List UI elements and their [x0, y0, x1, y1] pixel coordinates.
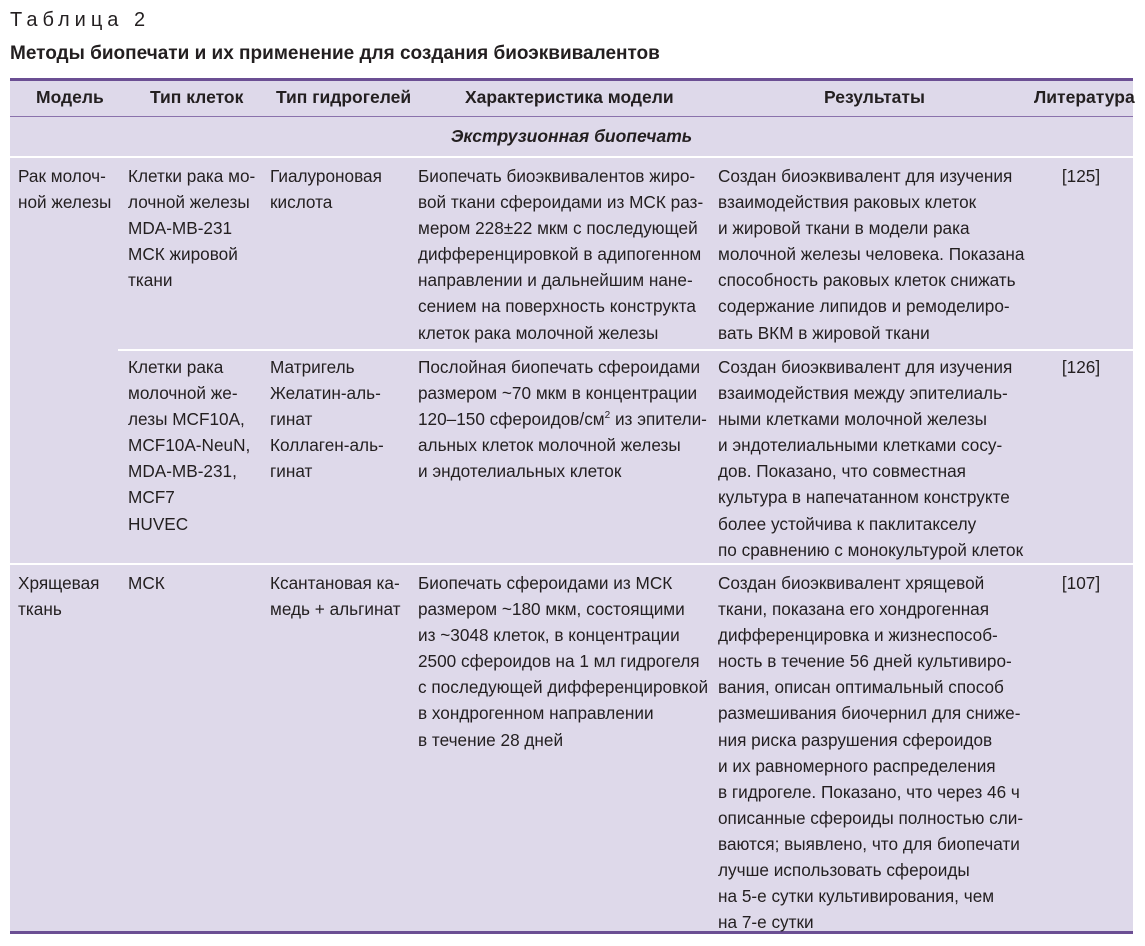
row-divider-2	[10, 563, 1133, 565]
table-top-rule	[10, 78, 1133, 81]
cell-cell-type: Клетки рака молочной же- лезы MCF10A, MCF10A-NeuN, MDA-MB-231, MCF7 HUVEC	[128, 357, 251, 534]
cell-cell-type: Клетки рака мо- лочной железы MDA-MB-231 МСК жировой ткани	[128, 166, 256, 291]
characteristic-text-part-1: Послойная биопечать сфероидами размером ~70 мкм в концентрации 120–150 сфероидов/см	[418, 357, 701, 430]
cell-results: Создан биоэквивалент для изучения взаимодействия раковых клеток и жировой ткани в модели рака молочной железы человека. Показана способность раковых клеток снижать содержание липидов и ремоделиро- вать ВКМ в жировой ткани	[718, 166, 1025, 343]
cell-model: Хрящевая ткань	[18, 573, 100, 620]
header-cell-type: Тип клеток	[150, 87, 244, 107]
header-results: Результаты	[824, 87, 925, 107]
cell-model: Рак молоч- ной железы	[18, 166, 112, 213]
table-caption: Таблица 2	[10, 9, 151, 31]
cell-characteristic: Биопечать сфероидами из МСК размером ~180 мкм, состоящими из ~3048 клеток, в концентрации 2500 сфероидов на 1 мл гидрогеля с последующей дифференцировкой в хондрогенном направлении в течение 28 дней	[418, 573, 709, 750]
header-characteristic: Характеристика модели	[465, 87, 674, 107]
cell-results: Создан биоэквивалент для изучения взаимодействия между эпителиаль- ными клетками молочной железы и эндотелиальными клетками сосу- дов. Показано, что совместная культура в напечатанном конструкте более устойчива к паклитакселу по сравнению с монокультурой клеток	[718, 357, 1024, 560]
cell-hydrogel: Ксантановая ка- медь + альгинат	[270, 573, 401, 620]
bioprinting-table	[10, 78, 1133, 934]
header-rule	[10, 116, 1133, 117]
cell-cell-type: МСК	[128, 573, 165, 593]
row-divider-1	[118, 349, 1133, 351]
superscript-2: 2	[604, 410, 611, 422]
cell-hydrogel: Гиалуроновая кислота	[270, 166, 382, 213]
cell-results: Создан биоэквивалент хрящевой ткани, показана его хондрогенная дифференцировка и жизнеспособ- ность в течение 56 дней культивиро- вания, описан оптимальный способ размешивания биочернил для сниже- ния риска разрушения сфероидов и их равномерного распределения в гидрогеле. Показано, что через 46 ч описанные сфероиды полностью сли- ваются; выявлено, что для биопечати лучше использовать сфероиды на 5-е сутки культивирования, чем на 7-е сутки	[718, 573, 1024, 933]
cell-literature: [126]	[1061, 357, 1101, 377]
header-model: Модель	[36, 87, 104, 107]
header-hydrogel: Тип гидрогелей	[276, 87, 412, 107]
section-heading: Экструзионная биопечать	[450, 126, 693, 146]
cell-characteristic	[418, 354, 707, 484]
header-literature: Литература	[1034, 87, 1135, 107]
section-rule	[10, 156, 1133, 158]
cell-characteristic: Биопечать биоэквивалентов жиро- вой ткани сфероидами из МСК раз- мером 228±22 мкм с последующей дифференцировкой в адипогенном направлении и дальнейшим нане- сением на поверхность конструкта клеток рака молочной железы	[418, 166, 704, 343]
cell-literature: [107]	[1061, 573, 1101, 593]
table-title: Методы биопечати и их применение для создания биоэквивалентов	[10, 43, 660, 64]
cell-hydrogel: Матригель Желатин-аль- гинат Коллаген-аль- гинат	[270, 357, 384, 482]
cell-literature: [125]	[1061, 166, 1101, 186]
characteristic-text-part-2: из эпители- альных клеток молочной железы и эндотелиальных клеток	[418, 409, 707, 482]
